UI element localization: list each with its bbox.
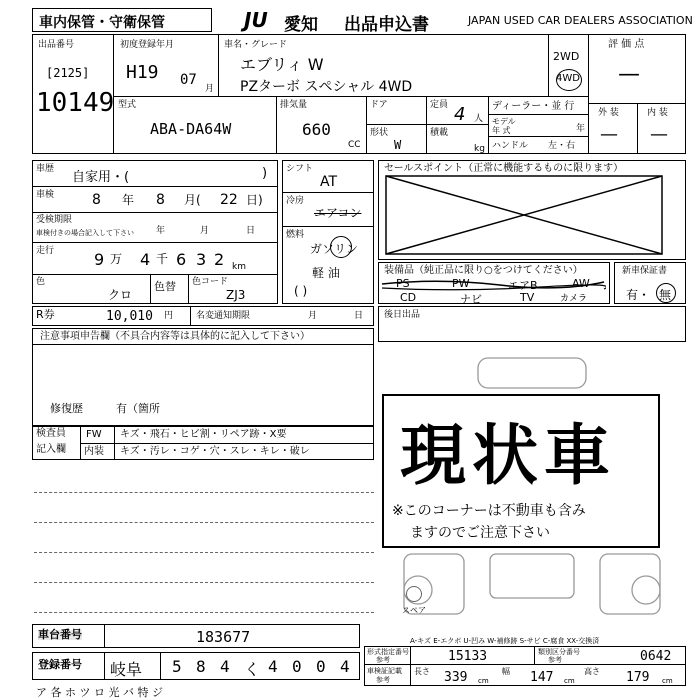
- inspection-year-unit: 年: [122, 193, 135, 207]
- warranty-label: 新車保証書: [622, 266, 668, 276]
- after-sale-label: 後日出品: [384, 310, 421, 320]
- color-value: クロ: [108, 288, 133, 302]
- handle-options: 左・右: [548, 141, 576, 151]
- mileage-d1: 9: [94, 250, 105, 269]
- equip-cd: CD: [400, 291, 417, 304]
- recycle-label: R券: [36, 308, 55, 321]
- dims-label: 車検証記載: [367, 667, 402, 675]
- color-code: ZJ3: [226, 288, 246, 302]
- change-date-year-unit: 年: [156, 226, 166, 236]
- equipment-label: 装備品（純正品に限り○をつけてください）: [384, 265, 583, 276]
- plate-digit-3: 4: [220, 657, 230, 676]
- dims-ref: 参考: [376, 676, 390, 684]
- load-label: 積載: [430, 128, 449, 138]
- length: 339: [444, 670, 468, 685]
- model-label: 型式: [118, 100, 137, 110]
- score-value: —: [618, 62, 640, 87]
- dealer-label: ディーラー・並 行: [492, 101, 575, 112]
- exterior-label: 外 装: [598, 108, 619, 118]
- equip-ps: PS: [396, 277, 410, 290]
- equip-navi: ナビ: [460, 293, 482, 306]
- capacity-unit: 人: [474, 114, 484, 124]
- plate-digit-8: 4: [340, 657, 350, 676]
- spare-label: スペア: [402, 606, 426, 615]
- door-label: ドア: [370, 100, 388, 110]
- color-change-label: 色替: [154, 280, 176, 293]
- history-close: ): [262, 166, 268, 181]
- capacity-label: 定員: [430, 100, 449, 110]
- model-code: ABA-DA64W: [150, 120, 232, 138]
- car-name: エブリィ W: [240, 55, 324, 74]
- exterior-value: —: [600, 124, 618, 145]
- aircon-label: 冷房: [286, 196, 305, 206]
- warranty-options: 有・: [626, 288, 651, 302]
- sales-point-cross: [378, 172, 668, 258]
- name-change-month: 月: [308, 311, 318, 321]
- class-ref: 参考: [548, 656, 562, 664]
- width: 147: [530, 670, 554, 685]
- storage-tag: 車内保管・守衛保管: [39, 15, 165, 31]
- form-title: 出品申込書: [344, 15, 429, 35]
- as-is-stamp: [382, 394, 660, 548]
- inspector-fw: FW: [86, 429, 102, 440]
- shape-label: 形状: [370, 128, 389, 138]
- equip-camera: カメラ: [560, 294, 588, 304]
- history-label: 車歴: [36, 164, 55, 174]
- mileage-d4: 3: [196, 250, 207, 269]
- plate-digit-5: 4: [268, 657, 278, 676]
- plate-digit-2: 8: [196, 657, 206, 676]
- mileage-u2: 千: [156, 252, 169, 266]
- fuel-other: ( ): [294, 284, 308, 298]
- mileage-unit: km: [232, 262, 246, 272]
- displacement: 660: [302, 120, 331, 139]
- lot-sub-number: [2125]: [46, 66, 90, 80]
- first-reg-label: 初度登録年月: [120, 40, 175, 50]
- fuel-gas-circle: [330, 236, 352, 258]
- first-reg-month-unit: 月: [205, 84, 215, 94]
- recycle-unit: 円: [164, 311, 174, 321]
- inspection-month-unit: 月(: [184, 193, 201, 207]
- repair-value: 有（箇所: [116, 402, 160, 415]
- org-name: 愛知: [284, 15, 318, 35]
- bottom-row: ア 各 ホ ツ ロ 光 バ 特 ジ: [36, 686, 163, 699]
- sales-point-label: セールスポイント（正常に機能するものに限ります）: [384, 163, 624, 174]
- plate-label: 登録番号: [38, 658, 82, 671]
- equip-tv: TV: [520, 291, 535, 304]
- height-unit: cm: [662, 677, 673, 685]
- repair-label: 修復歴: [50, 402, 83, 415]
- shift-label: シフト: [286, 164, 314, 174]
- drive-4wd: 4WD: [556, 73, 580, 84]
- width-label: 幅: [502, 667, 510, 676]
- fuel-light-oil: 軽 油: [312, 266, 340, 280]
- plate-digit-4: く: [244, 660, 261, 679]
- inspector-label-2: 記入欄: [36, 444, 66, 455]
- plate-digit-1: 5: [172, 657, 182, 676]
- inspection-day: 22: [220, 192, 238, 208]
- capacity: 4: [454, 104, 466, 125]
- mileage-d2: 4: [140, 250, 151, 269]
- class-label: 類別区分番号: [538, 648, 580, 656]
- inspector-label-1: 検査員: [36, 428, 66, 439]
- inspector-interior-text: キズ・汚レ・コゲ・穴・スレ・キレ・破レ: [120, 446, 310, 457]
- interior-label: 内 装: [647, 108, 668, 118]
- inspection-day-unit: 日): [246, 193, 263, 207]
- storage-tag-box: [32, 8, 212, 32]
- class-number: 0642: [640, 649, 672, 664]
- ju-logo: JU: [244, 8, 268, 32]
- association-name: JAPAN USED CAR DEALERS ASSOCIATION: [468, 14, 693, 27]
- after-sale-block: [378, 306, 686, 342]
- as-is-note-1: ※このコーナーは不動車も含み: [392, 503, 586, 519]
- equip-airbag: エアB: [508, 279, 538, 292]
- type-cert-label: 形式指定番号: [367, 648, 409, 656]
- history-value: 自家用・(: [72, 170, 130, 185]
- name-change-day: 日: [354, 311, 364, 321]
- name-change-label: 名変通知期限: [196, 311, 251, 321]
- score-label: 評 価 点: [608, 39, 645, 50]
- damage-legend: A-キズ E-エクボ U-凹み W-補修跡 S-サビ C-腐食 XX-交換済: [410, 637, 600, 645]
- chassis-label: 車台番号: [38, 628, 82, 641]
- shape: W: [394, 138, 402, 152]
- mileage-label: 走行: [36, 246, 55, 256]
- inspection-label: 車検: [36, 190, 55, 200]
- lot-number: 10149: [36, 88, 115, 118]
- spare-icon: [406, 586, 422, 602]
- plate-digit-7: 0: [316, 657, 326, 676]
- plate-digit-6: 0: [292, 657, 302, 676]
- inspector-interior: 内装: [84, 446, 104, 457]
- first-reg-month: 07: [180, 72, 197, 88]
- aircon-value: エアコン: [314, 206, 362, 220]
- recycle-value: 10,010: [106, 309, 153, 324]
- inspector-fw-text: キズ・飛石・ヒビ割・リペア跡・X要: [120, 429, 287, 440]
- interior-value: —: [650, 124, 668, 145]
- equip-aw: AW: [572, 277, 590, 290]
- car-name-label: 車名・グレード: [224, 40, 288, 50]
- cc-unit: CC: [348, 140, 361, 150]
- height: 179: [626, 670, 650, 685]
- type-cert-number: 15133: [448, 649, 488, 664]
- mileage-d5: 2: [214, 250, 225, 269]
- mileage-d3: 6: [176, 250, 187, 269]
- color-code-label: 色コード: [192, 277, 229, 287]
- type-cert-ref: 参考: [376, 656, 390, 664]
- first-reg-year: H19: [126, 62, 159, 83]
- grade: PZターボ スペシャル 4WD: [240, 79, 413, 95]
- model-year-label: モデル 年 式: [492, 117, 516, 135]
- change-date-month-unit: 月: [200, 226, 210, 236]
- drive-2wd: 2WD: [553, 50, 580, 63]
- equip-pw: PW: [452, 277, 470, 290]
- fuel-gas: ガソリン: [310, 242, 359, 256]
- fuel-label: 燃料: [286, 230, 305, 240]
- height-label: 高さ: [584, 667, 600, 676]
- shift-value: AT: [320, 174, 338, 190]
- displacement-label: 排気量: [280, 100, 308, 110]
- chassis-number: 183677: [196, 628, 251, 646]
- notes-label: 注意事項申告欄（不具合内容等は具体的に記入して下さい）: [40, 331, 310, 342]
- equipment-strike: [380, 276, 606, 302]
- handle-label: ハンドル: [492, 141, 529, 151]
- notes-block: [32, 328, 374, 426]
- as-is-title: 現状車: [400, 417, 616, 494]
- width-unit: cm: [564, 677, 575, 685]
- plate-region: 岐阜: [110, 660, 143, 679]
- mileage-u1: 万: [110, 252, 123, 266]
- length-label: 長さ: [414, 667, 430, 676]
- as-is-note-2: ますのでご注意下さい: [410, 525, 550, 541]
- length-unit: cm: [478, 677, 489, 685]
- warranty-selected: 無: [659, 288, 672, 302]
- change-date-note: 車検付きの場合記入して下さい: [36, 229, 134, 237]
- color-label: 色: [36, 277, 46, 287]
- lot-label: 出品番号: [38, 40, 75, 50]
- change-date-day-unit: 日: [246, 226, 256, 236]
- inspection-year: 8: [92, 192, 101, 208]
- change-date-label: 受検期限: [36, 215, 73, 225]
- inspection-month: 8: [156, 192, 165, 208]
- load-unit: kg: [474, 144, 485, 154]
- model-year-unit: 年: [576, 124, 586, 134]
